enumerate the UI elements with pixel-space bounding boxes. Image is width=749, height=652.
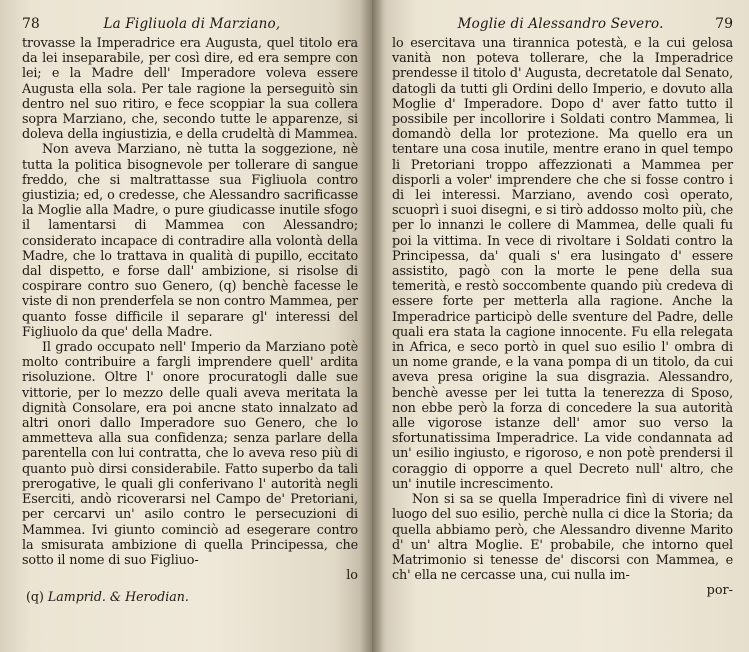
- left-page-header: [22, 16, 358, 34]
- left-page-body: [22, 36, 358, 568]
- right-running-head: Moglie di Alessandro Severo.: [457, 16, 664, 32]
- left-catchword: lo: [346, 568, 358, 584]
- left-paragraph: Il grado occupato nell' Imperio da Marziano potè molto contribuire a fargli imprendere quell' ardita risoluzione. Oltre l' onore procuratogli dalle sue vittorie, per lo mezzo delle quali aveva meritata la dignità Consolare, era poi ancne stato innalzato ad altri onori dallo Imperadore suo Genero, che lo ammetteva alla sua confidenza; senza parlare della parentella con lui contratta, che lo aveva reso più di quanto può dirsi considerabile. Fatto superbo da tali prerogative, le quali gli conferivano l' autorità negli Eserciti, andò ricoverarsi nel Campo de' Pretoriani, per cercarvi un' asilo contro le persecuzioni di Mammea. Ivi giunto cominciò ad esegerare contro la smisurata ambizione di quella Principessa, che sotto il nome di suo Figliuo-: [22, 340, 358, 568]
- right-paragraph: Non si sa se quella Imperadrice finì di vivere nel luogo del suo esilio, perchè nulla ci dice la Storia; da quella abbiamo però, che Alessandro divenne Marito d' un' altra Moglie. E' probabile, che intorno quel Matrimonio si tenesse de' discorsi con Mammea, e ch' ella ne cercasse una, cui nulla im-: [392, 492, 733, 584]
- gutter-shadow-left: [360, 0, 372, 652]
- left-paragraph: Non aveva Marziano, nè tutta la soggezione, nè tutta la politica bisognevole per tollerare di sangue freddo, che si maltrattasse sua Figliuola contro giustizia; ed, o credesse, che Alessandro sacrificasse la Moglie alla Madre, o pure giudicasse inutile sfogo il lamentarsi di Mammea con Alessandro; considerato incapace di contradire alla volontà della Madre, che lo trattava in qualità di pupillo, eccitato dal dispetto, e forse dall' ambizione, si risolse di cospirare contro suo Genero, (q) benchè facesse le viste di non prenderfela se non contro Mammea, per quanto fosse difficile il separare gl' interessi del Figliuolo da que' della Madre.: [22, 142, 358, 340]
- right-page-header: [392, 16, 733, 34]
- right-page-body: [392, 36, 733, 583]
- left-running-head: La Figliuola di Marziano,: [103, 16, 281, 32]
- right-catchword: por-: [706, 583, 733, 599]
- right-page: [372, 0, 749, 652]
- right-paragraph: lo esercitava una tirannica potestà, e la cui gelosa vanità non poteva tollerare, che la Imperadrice prendesse il titolo d' Augusta, decretatole dal Senato, datogli da tutti gli Ordini dello Imperio, e dovuto alla Moglie d' Imperadore. Dopo d' aver fatto tutto il possibile per incollorire i Soldati contro Mammea, li domandò della lor protezione. Ma quello era un tentare una cosa inutile, mentre erano in quel tempo li Pretoriani troppo affezzionati a Mammea per disporli a voler' imprendere che che si fosse contro i di lei interessi. Marziano, avendo così operato, scuoprì i suoi disegni, e si tirò addosso molto più, che per lo innanzi le collere di Mammea, delle quali fu poi la vittima. In vece di rivoltare i Soldati contro la Principessa, da' quali s' era lusingato d' essere assistito, pagò con la morte le pene della sua temerità, e restò soccombente quando più credeva di essere forte per metterla alla ragione. Anche la Imperadrice participò delle sventure del Padre, delle quali era stata la cagione innocente. Fu ella relegata in Africa, e seco portò in quel suo esilio l' ombra di un nome grande, e la vana pompa di un titolo, da cui aveva presa origine la sua disgrazia. Alessandro, benchè avesse per lei tutta la tenerezza di Sposo, non ebbe però la forza di concedere la sua autorità alle vigorose istanze dell' amor suo verso la sfortunatissima Imperadrice. La vide condannata ad un' esilio ingiusto, e rigoroso, e non potè prendersi il coraggio di opporre a quel Decreto null' altro, che un' inutile increscimento.: [392, 36, 733, 492]
- left-footnote: [22, 589, 358, 604]
- footnote-mark: (q): [26, 589, 44, 605]
- left-page: [0, 0, 372, 652]
- gutter-shadow-right: [372, 0, 384, 652]
- right-page-number: 79: [715, 16, 733, 32]
- left-page-number: 78: [22, 16, 40, 32]
- footnote-text: Lamprid. & Herodian.: [47, 589, 189, 605]
- left-paragraph: trovasse la Imperadrice era Augusta, quel titolo era da lei inseparabile, per così dire, ed era sempre con lei; e la Madre dell' Imperadore voleva essere Augusta ella sola. Per tale ragione la perseguitò sin dentro nel suo ritiro, e fece scoppiar la sua collera sopra Marziano, che, secondo tutte le apparenze, si doleva della ingiustizia, e della crudeltà di Mammea.: [22, 36, 358, 143]
